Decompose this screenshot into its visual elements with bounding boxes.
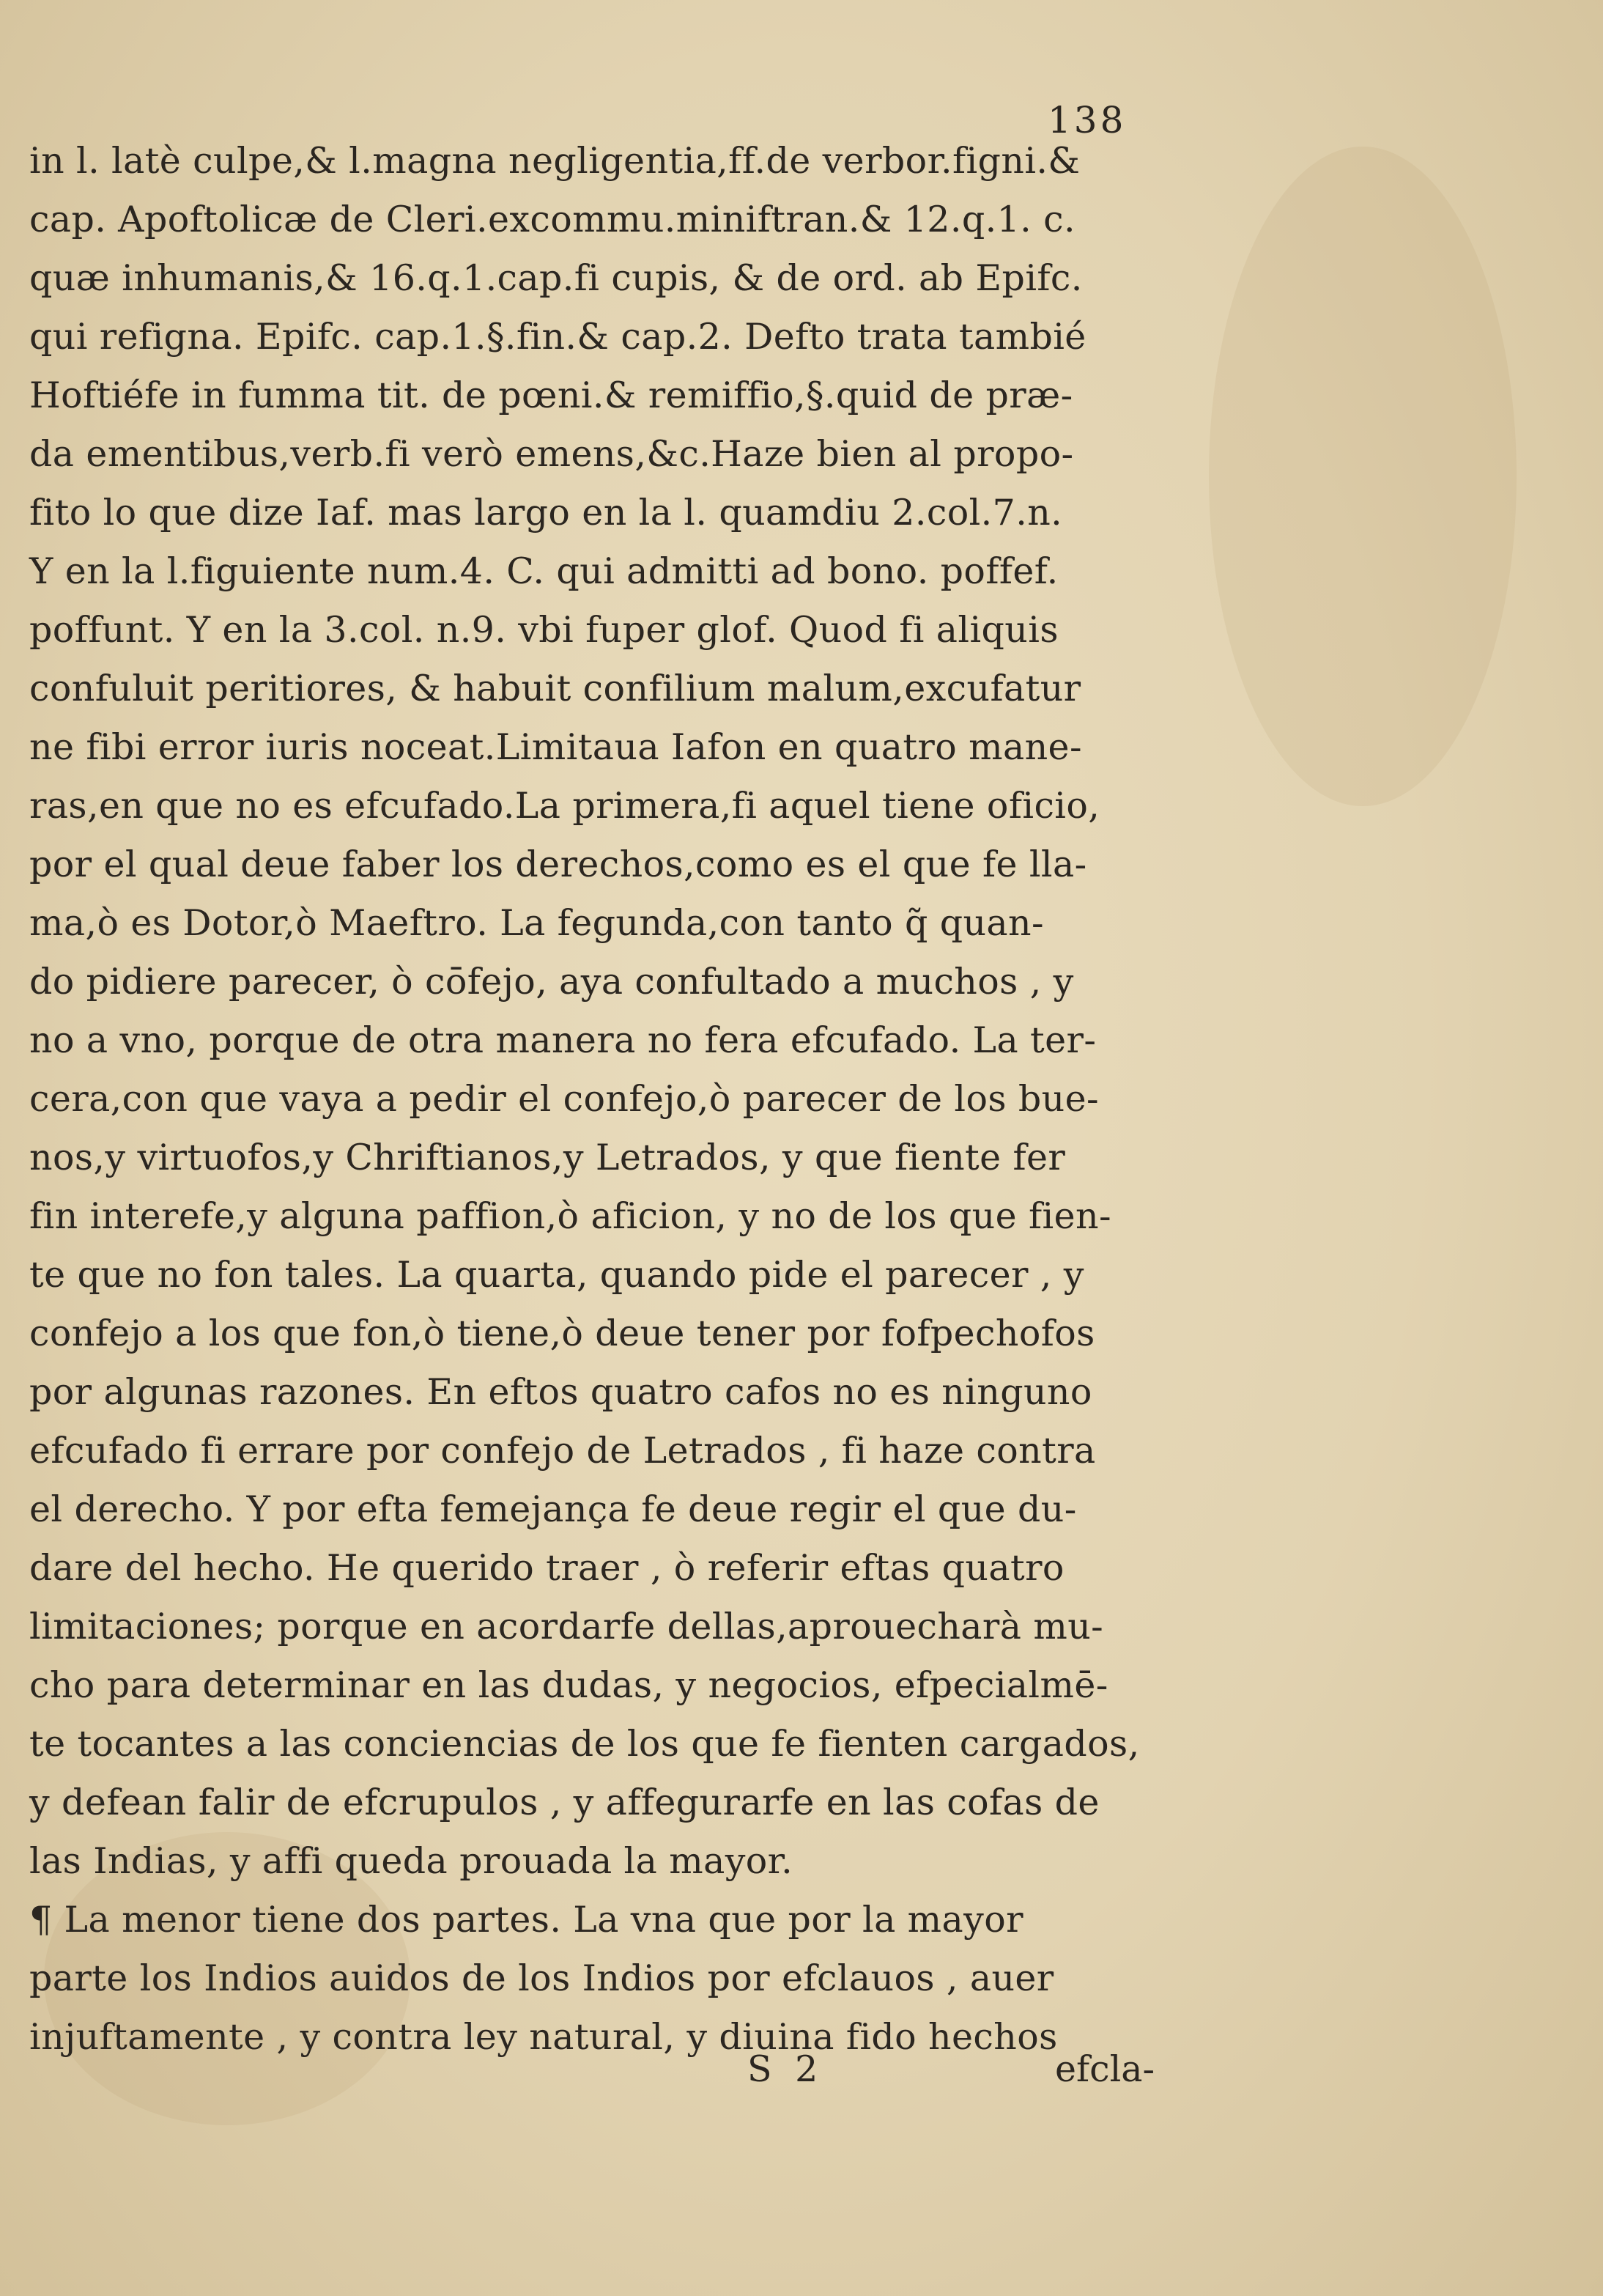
- text-line: injuftamente , y contra ley natural, y diuina fido hechos: [29, 2016, 1058, 2058]
- text-line: confuluit peritiores, & habuit confilium malum,excufatur: [29, 668, 1081, 709]
- text-line: te tocantes a las conciencias de los que fe fienten cargados,: [29, 1723, 1140, 1765]
- text-line: cera,con que vaya a pedir el confejo,ò parecer de los bue-: [29, 1078, 1099, 1120]
- page-number: 138: [1048, 99, 1127, 141]
- catchword: efcla-: [1055, 2048, 1155, 2090]
- text-line: por algunas razones. En eftos quatro cafos no es ninguno: [29, 1371, 1092, 1413]
- text-line: por el qual deue faber los derechos,como es el que fe lla-: [29, 844, 1087, 885]
- text-line: las Indias, y affi queda prouada la mayor.: [29, 1840, 793, 1882]
- text-line: Hoftiéfe in fumma tit. de pœni.& remiffio,§.quid de præ-: [29, 374, 1073, 416]
- text-line: confejo a los que fon,ò tiene,ò deue tener por fofpechofos: [29, 1313, 1095, 1354]
- text-line: limitaciones; porque en acordarfe dellas,aprouecharà mu-: [29, 1606, 1104, 1647]
- text-line: ne fibi error iuris noceat.Limitaua Iafon en quatro mane-: [29, 726, 1082, 768]
- text-line: qui refigna. Epifc. cap.1.§.fin.& cap.2. Defto trata tambié: [29, 316, 1086, 358]
- text-line: no a vno, porque de otra manera no fera efcufado. La ter-: [29, 1019, 1097, 1061]
- text-line: Y en la l.figuiente num.4. C. qui admitti ad bono. poffef.: [29, 550, 1059, 592]
- text-line: el derecho. Y por efta femejança fe deue regir el que du-: [29, 1488, 1077, 1530]
- text-line: poffunt. Y en la 3.col. n.9. vbi fuper glof. Quod fi aliquis: [29, 609, 1059, 651]
- text-line: efcufado fi errare por confejo de Letrados , fi haze contra: [29, 1430, 1096, 1472]
- text-line: ma,ò es Dotor,ò Maeftro. La fegunda,con tanto q̃ quan-: [29, 902, 1044, 944]
- text-line: y defean falir de efcrupulos , y affegurarfe en las cofas de: [29, 1782, 1100, 1823]
- text-line: cho para determinar en las dudas, y negocios, efpecialmē-: [29, 1664, 1108, 1706]
- text-line: fito lo que dize Iaf. mas largo en la l. quamdiu 2.col.7.n.: [29, 492, 1063, 534]
- text-line: dare del hecho. He querido traer , ò referir eftas quatro: [29, 1547, 1065, 1589]
- text-line: fin interefe,y alguna paffion,ò aficion, y no de los que fien-: [29, 1195, 1111, 1237]
- text-line: do pidiere parecer, ò cōfejo, aya confultado a muchos , y: [29, 961, 1074, 1003]
- text-line: nos,y virtuofos,y Chriftianos,y Letrados, y que fiente fer: [29, 1137, 1066, 1178]
- text-line: da ementibus,verb.fi verò emens,&c.Haze bien al propo-: [29, 433, 1074, 475]
- text-line: cap. Apoftolicæ de Cleri.excommu.miniftran.& 12.q.1. c.: [29, 199, 1076, 240]
- text-line: te que no fon tales. La quarta, quando pide el parecer , y: [29, 1254, 1084, 1296]
- signature-mark: S 2: [747, 2048, 824, 2090]
- body-text: [29, 103, 1172, 2067]
- text-line: parte los Indios auidos de los Indios por efclauos , auer: [29, 1957, 1054, 1999]
- paragraph-line: ¶ La menor tiene dos partes. La vna que por la mayor: [29, 1899, 1023, 1941]
- text-line: quæ inhumanis,& 16.q.1.cap.fi cupis, & de ord. ab Epifc.: [29, 257, 1083, 299]
- text-line: ras,en que no es efcufado.La primera,fi aquel tiene oficio,: [29, 785, 1100, 827]
- text-line: in l. latè culpe,& l.magna negligentia,ff.de verbor.figni.&: [29, 140, 1081, 182]
- page-footer: [0, 2048, 1603, 2107]
- paper-stain: [1209, 147, 1517, 806]
